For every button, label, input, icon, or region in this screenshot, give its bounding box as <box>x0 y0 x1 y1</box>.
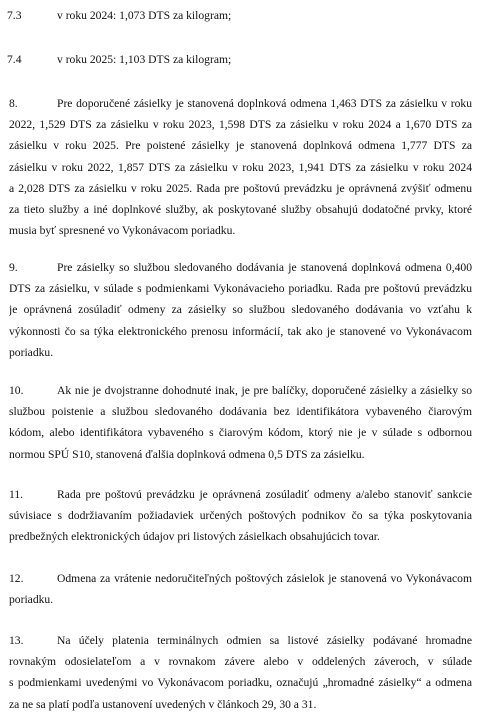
paragraph-line: službou poistenie a službou sledovaného dodávania bez identifikátora vybaveného čiarovým <box>9 405 472 419</box>
subitem-number: 7.3 <box>7 9 22 22</box>
paragraph-line: poriadku. <box>9 593 54 607</box>
paragraph-line: 11. Rada pre poštovú prevádzku je oprávnená zosúladiť odmeny a/alebo stanoviť sankcie <box>9 484 472 505</box>
paragraph-line: a 2,028 DTS za zásielku v roku 2025. Rada pre poštovú prevádzku je oprávnená zvýšiť odmenu <box>9 181 472 195</box>
paragraph-line: musia byť spresnené vo Vykonávacom poriadku. <box>9 224 236 238</box>
paragraph-number: 13. <box>9 634 24 647</box>
paragraph-number: 12. <box>9 572 24 585</box>
subitem-7-4 <box>7 53 231 66</box>
paragraph-11 <box>9 484 472 548</box>
paragraph-line: zásielku v roku 2022, 1,857 DTS za zásielku v roku 2023, 1,941 DTS za zásielku v roku 2024 <box>9 160 472 174</box>
paragraph-number: 8. <box>9 97 18 110</box>
subitem-number: 7.4 <box>7 53 22 66</box>
paragraph-line: poriadku. <box>9 345 54 359</box>
paragraph-line: súvisiace s dodržiavaním požiadaviek určených poštových podnikov čo sa týka poskytovania <box>9 509 472 523</box>
paragraph-line: 9. Pre zásielky so službou sledovaného dodávania je stanovená doplnková odmena 0,400 <box>9 257 472 278</box>
paragraph-13 <box>9 630 472 715</box>
paragraph-line: 10. Ak nie je dvojstranne dohodnuté inak, je pre balíčky, doporučené zásielky a zásielky so <box>9 380 472 401</box>
paragraph-number: 11. <box>9 488 24 501</box>
subitem-7-3 <box>7 9 231 22</box>
paragraph-number: 10. <box>9 384 24 397</box>
paragraph-line: DTS za zásielku, v súlade s podmienkami Vykonávacieho poriadku. Rada pre poštovú prevádzku <box>9 282 472 296</box>
paragraph-line: rovnakým odosielateľom a v rovnakom závere alebo v oddelených záveroch, v súlade <box>9 655 472 669</box>
paragraph-line: s podmienkami uvedenými vo Vykonávacom poriadku, označujú „hromadné zásielky“ a odmena <box>9 676 472 690</box>
paragraph-number: 9. <box>9 261 18 274</box>
paragraph-line: zásielku v roku 2025. Pre poistené zásielky je stanovená doplnková odmena 1,777 DTS za <box>9 139 472 153</box>
paragraph-line: je oprávnená zosúladiť odmeny za zásielky so službou sledovaného dodávania vo vzťahu k <box>9 303 472 317</box>
subitem-text: v roku 2025: 1,103 DTS za kilogram; <box>57 53 232 66</box>
paragraph-line: kódom, alebo identifikátora vybaveného s čiarovým kódom, ktorý nie je v súlade s odbornou <box>9 426 472 440</box>
paragraph-line: predbežných elektronických údajov pri listových zásielkach obsahujúcich tovar. <box>9 530 380 544</box>
paragraph-8 <box>9 93 472 241</box>
paragraph-line: normou SPÚ S10, stanovená ďalšia doplnková odmena 0,5 DTS za zásielku. <box>9 447 365 461</box>
paragraph-12 <box>9 568 472 610</box>
paragraph-9 <box>9 257 472 363</box>
subitem-text: v roku 2024: 1,073 DTS za kilogram; <box>57 9 232 22</box>
paragraph-10 <box>9 380 472 465</box>
paragraph-line: 13. Na účely platenia terminálnych odmien sa listové zásielky podávané hromadne <box>9 630 472 651</box>
paragraph-line: za tieto služby a iné doplnkové služby, ak poskytované služby obsahujú dodatočné prvky, ktoré <box>9 203 472 217</box>
paragraph-line: 8. Pre doporučené zásielky je stanovená doplnková odmena 1,463 DTS za zásielku v roku <box>9 93 472 114</box>
paragraph-line: výkonnosti čo sa týka elektronického prenosu informácií, tak ako je stanovené vo Vykonávacom <box>9 324 472 338</box>
paragraph-line: za ne sa platí podľa ustanovení uvedených v článkoch 29, 30 a 31. <box>9 697 317 711</box>
paragraph-line: 12. Odmena za vrátenie nedoručiteľných poštových zásielok je stanovená vo Vykonávacom <box>9 568 472 589</box>
paragraph-line: 2022, 1,529 DTS za zásielku v roku 2023, 1,598 DTS za zásielku v roku 2024 a 1,670 DTS za <box>9 118 472 132</box>
